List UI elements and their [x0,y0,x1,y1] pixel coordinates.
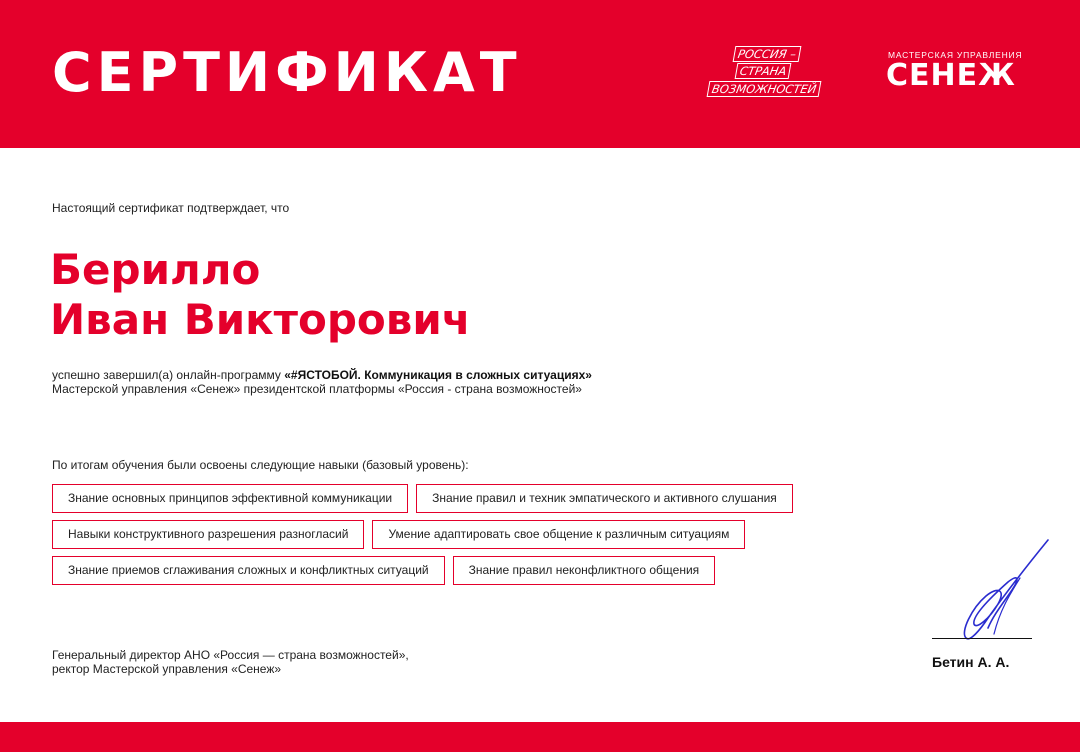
senezh-logo-name: СЕНЕЖ [886,58,1016,93]
russia-logo-line: СТРАНА [735,63,792,79]
footer-banner [0,722,1080,752]
completion-prefix: успешно завершил(а) онлайн-программу [52,368,285,382]
director-title [52,648,409,676]
completion-line2: Мастерской управления «Сенеж» президентской платформы «Россия - страна возможностей» [52,382,582,396]
senezh-logo-caption: МАСТЕРСКАЯ УПРАВЛЕНИЯ [888,50,1023,60]
program-name: «#ЯСТОБОЙ. Коммуникация в сложных ситуациях» [284,368,592,382]
director-line1: Генеральный директор АНО «Россия — страна возможностей», [52,648,409,662]
intro-text: Настоящий сертификат подтверждает, что [52,201,290,215]
signer-name: Бетин А. А. [932,654,1010,670]
skills-row [52,556,932,585]
header-banner [0,0,1080,148]
recipient-surname: Берилло [50,245,261,294]
skill-badge: Знание основных принципов эффективной коммуникации [52,484,408,513]
director-line2: ректор Мастерской управления «Сенеж» [52,662,282,676]
skills-row [52,520,932,549]
skill-badge: Умение адаптировать свое общение к различным ситуациям [372,520,745,549]
russia-logo-line: ВОЗМОЖНОСТЕЙ [707,81,822,97]
skill-badge: Знание правил неконфликтного общения [453,556,716,585]
completion-text [52,368,592,396]
russia-logo [708,46,838,102]
signature-line [932,638,1032,639]
skill-badge: Навыки конструктивного разрешения разногласий [52,520,364,549]
certificate-title: СЕРТИФИКАТ [52,41,522,104]
skill-badge: Знание приемов сглаживания сложных и конфликтных ситуаций [52,556,445,585]
skills-list [52,484,932,592]
recipient-given-names: Иван Викторович [50,295,471,344]
senezh-logo [886,50,1036,96]
skills-intro: По итогам обучения были освоены следующие навыки (базовый уровень): [52,458,469,472]
skills-row [52,484,932,513]
russia-logo-line: РОССИЯ – [733,46,802,62]
signature-image [950,538,1060,644]
skill-badge: Знание правил и техник эмпатического и активного слушания [416,484,793,513]
